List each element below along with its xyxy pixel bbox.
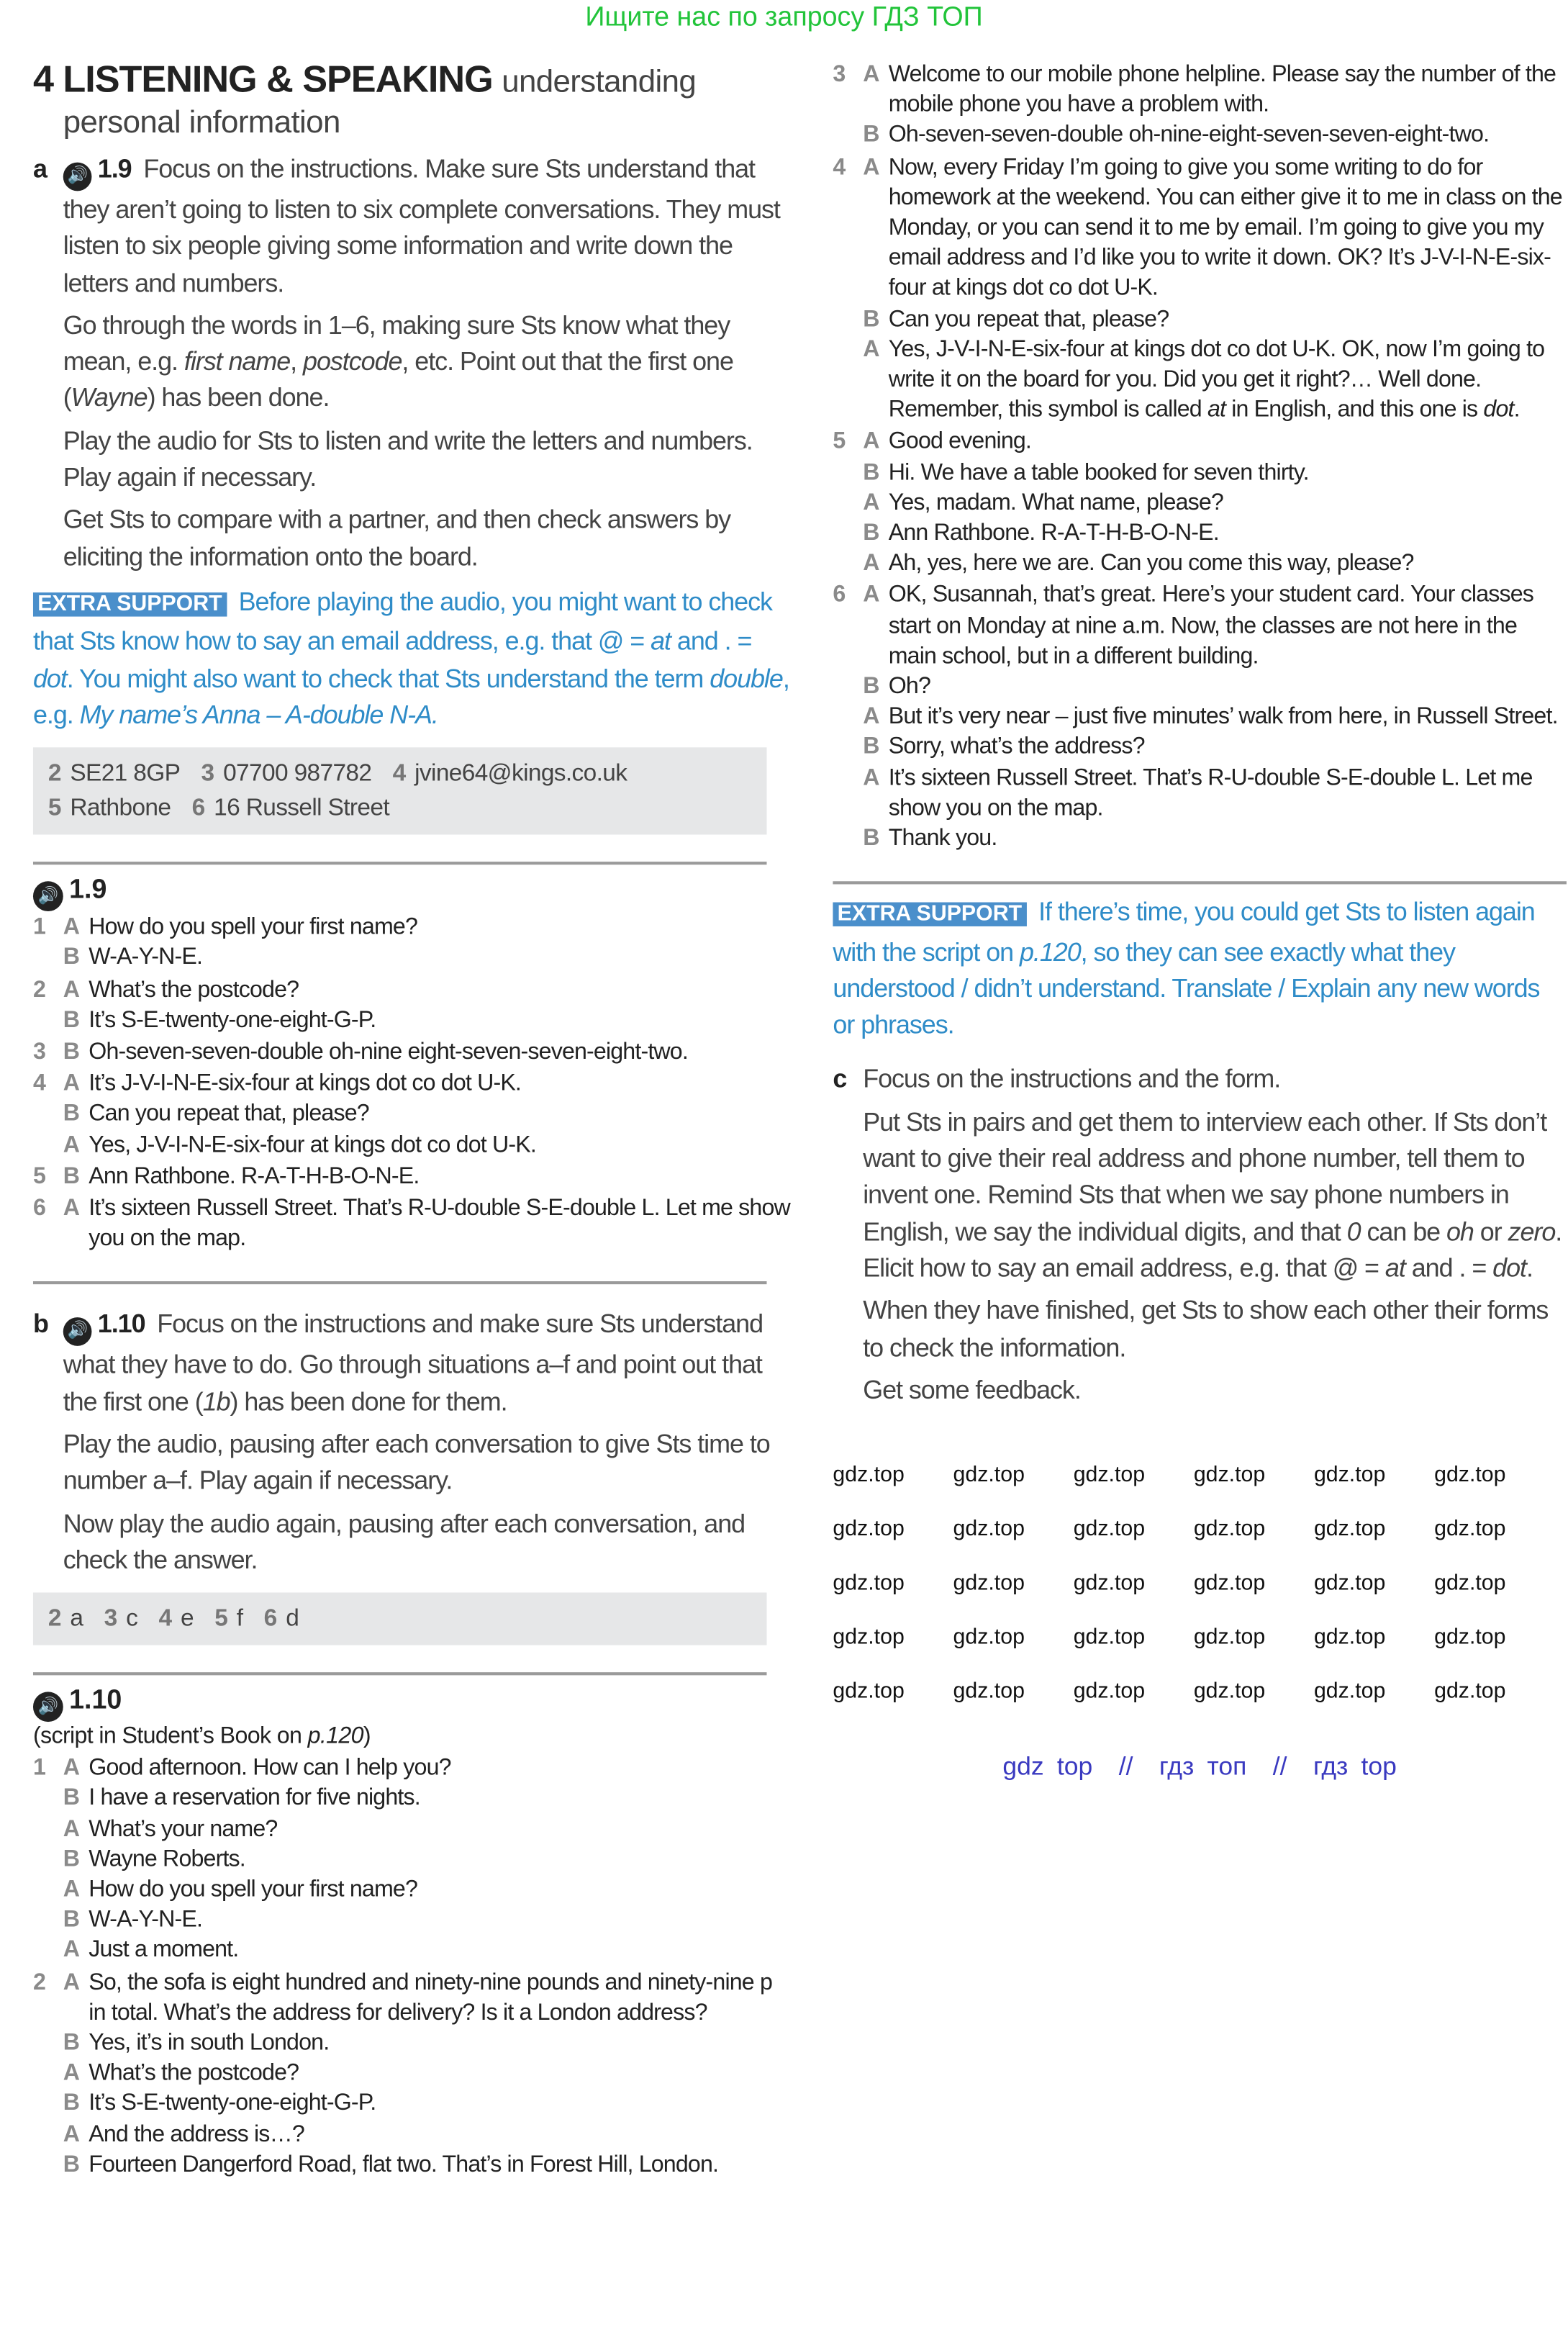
exercise-label: c <box>833 1064 847 1094</box>
section-b-intro <box>33 1306 792 1419</box>
conversation-number <box>833 703 863 733</box>
script-note <box>33 1722 792 1752</box>
line-text: Yes, J-V-I-N-E-six-four at kings dot co dot U-K. <box>89 1132 536 1157</box>
text-segment: Focus on the instructions and make sure Sts understand what they have to do. Go through situations a–f and point out that the first one ( <box>63 1309 763 1417</box>
extra-support-tag: EXTRA SUPPORT <box>833 903 1026 926</box>
extra-support-note <box>33 584 792 733</box>
answer-value: jvine64@kings.co.uk <box>414 761 627 787</box>
dialogue-line <box>833 121 1567 151</box>
watermark: gdz.top <box>1434 1571 1506 1596</box>
answer-value: d <box>286 1606 299 1633</box>
section-a-para <box>33 423 792 496</box>
divider <box>33 1673 767 1676</box>
line-text: W-A-Y-N-E. <box>89 944 203 971</box>
line-text: How do you spell your first name? <box>89 1877 418 1902</box>
answer-value: e <box>180 1606 194 1633</box>
text-segment: Before playing the audio, you might want to check that Sts know how to say an email address, e.g. that @ = <box>32 586 772 656</box>
line-text: It’s sixteen Russell Street. That’s R-U-double S-E-double L. Let me show you on the map. <box>89 1195 790 1252</box>
italic-text: p.120 <box>307 1723 363 1750</box>
italic-text: first name <box>183 346 291 376</box>
italic-text: dot <box>1483 397 1514 423</box>
text-segment: . Elicit how to say an email address, e.g. that @ = <box>863 1216 1562 1283</box>
script-1-10 <box>33 1681 792 2180</box>
conversation-number <box>33 2090 63 2120</box>
script-title: 🔊 1.9 <box>33 871 792 911</box>
title-text: 4 LISTENING & SPEAKING <box>32 58 493 101</box>
dialogue-line <box>33 944 792 974</box>
line-text <box>889 335 1567 427</box>
watermark: gdz.top <box>833 1625 905 1651</box>
text-segment: (script in Student’s Book on <box>32 1723 308 1750</box>
dialogue <box>833 60 1567 855</box>
line-text: Just a moment. <box>89 1937 239 1964</box>
left-column <box>33 57 792 2180</box>
speaker-label: A <box>863 764 879 791</box>
speaker-label: B <box>63 2030 80 2056</box>
dialogue-line <box>833 581 1567 672</box>
section-a-para <box>33 501 792 574</box>
dialogue-line <box>33 2090 792 2120</box>
italic-text: 1b <box>202 1386 230 1417</box>
italic-text: zero <box>1508 1216 1556 1247</box>
conversation-number <box>33 1905 63 1936</box>
italic-text: dot <box>1492 1252 1526 1283</box>
line-text: But it’s very near – just five minutes’ walk from here, in Russell Street. <box>888 704 1558 730</box>
watermark: gdz.top <box>1073 1571 1146 1596</box>
conversation-number: 4 <box>32 1070 46 1097</box>
speaker-label: A <box>63 1815 80 1842</box>
answer-value: c <box>126 1606 138 1633</box>
line-text: OK, Susannah, that’s great. Here’s your student card. Your classes start on Monday at nine a.m. Now, the classes are not here in the main school, but in a different building. <box>888 582 1534 669</box>
conversation-number <box>33 944 63 974</box>
line-text: Can you repeat that, please? <box>89 1101 369 1127</box>
line-text: Oh? <box>888 674 930 700</box>
conversation-number <box>833 489 863 519</box>
speaker-label: B <box>63 1907 80 1933</box>
italic-text: at <box>1385 1252 1405 1283</box>
text-segment: , <box>290 346 304 376</box>
footer-links[interactable]: gdz top // гдз топ // гдз top <box>1002 1752 1397 1781</box>
speaker-label: B <box>63 1007 80 1033</box>
conversation-number <box>833 549 863 579</box>
line-text: I have a reservation for five nights. <box>89 1785 420 1812</box>
text-segment: Get some feedback. <box>863 1374 1081 1404</box>
section-b-para <box>33 1504 792 1578</box>
conversation-number <box>833 733 863 763</box>
conversation-number: 3 <box>32 1039 46 1065</box>
text-segment: Now play the audio again, pausing after each conversation, and check the answer. <box>63 1507 746 1575</box>
line-text: What’s your name? <box>89 1815 278 1842</box>
track-number: 1.9 <box>97 153 132 184</box>
speaker-icon[interactable]: 🔊 <box>63 163 92 191</box>
conversation-number <box>33 1784 63 1815</box>
conversation-number <box>833 824 863 854</box>
dialogue-line <box>33 1753 792 1784</box>
watermark: gdz.top <box>1073 1517 1146 1542</box>
dialogue-line <box>33 1130 792 1160</box>
watermark: gdz.top <box>1434 1463 1506 1488</box>
right-column <box>833 58 1567 1784</box>
dialogue-line <box>833 60 1567 121</box>
watermark: gdz.top <box>1193 1571 1266 1596</box>
watermark: gdz.top <box>1313 1679 1386 1704</box>
text-segment: . You might also want to check that Sts understand the term <box>66 662 710 693</box>
italic-text: at <box>651 626 671 656</box>
script-1-9 <box>33 871 792 1255</box>
text-segment: , e.g. <box>32 662 789 729</box>
exercise-label: b <box>32 1309 48 1340</box>
line-text: Oh-seven-seven-double oh-nine eight-seven-seven-eight-two. <box>89 1039 688 1065</box>
answer-value: SE21 8GP <box>70 761 181 787</box>
speaker-label: A <box>63 1755 80 1781</box>
speaker-label: A <box>863 582 879 608</box>
dialogue-line <box>833 335 1567 427</box>
watermark: gdz.top <box>1073 1463 1146 1488</box>
line-text: So, the sofa is eight hundred and ninety-nine pounds and ninety-nine p in total. What’s the address for delivery? Is it a London address? <box>89 1969 773 2026</box>
speaker-label: A <box>863 551 879 577</box>
watermark: gdz.top <box>1193 1463 1266 1488</box>
speaker-label: B <box>63 1785 80 1812</box>
text-segment: Play the audio for Sts to listen and write the letters and numbers. Play again if necessary. <box>63 425 753 492</box>
section-c-para <box>833 1371 1567 1408</box>
track-number: 1.10 <box>97 1309 145 1340</box>
text-segment: , so they can see exactly what they understood / didn’t understand. Translate / Explain any new words or phrases. <box>833 936 1540 1039</box>
answer-value: 16 Russell Street <box>214 795 390 822</box>
watermark: gdz.top <box>953 1571 1025 1596</box>
speaker-label: B <box>863 306 879 332</box>
conversation-number <box>33 1815 63 1845</box>
speaker-label: A <box>63 1070 80 1097</box>
speaker-label: B <box>63 1039 80 1065</box>
speaker-label: A <box>63 2121 80 2147</box>
conversation-number <box>33 1936 63 1966</box>
line-text: Sorry, what’s the address? <box>888 734 1145 761</box>
watermark: gdz.top <box>953 1463 1025 1488</box>
conversation-number <box>33 2059 63 2090</box>
text-segment: Get Sts to compare with a partner, and then check answers by eliciting the information onto the board. <box>63 504 731 572</box>
speaker-icon[interactable]: 🔊 <box>33 1692 63 1722</box>
italic-text: at <box>1207 397 1226 423</box>
speaker-label: B <box>63 2151 80 2177</box>
watermark: gdz.top <box>1073 1625 1146 1651</box>
text-segment: or <box>1473 1216 1508 1247</box>
dialogue-line <box>33 2120 792 2150</box>
conversation-number: 1 <box>32 914 46 941</box>
line-text: Good afternoon. How can I help you? <box>89 1755 451 1781</box>
dialogue-line <box>33 1070 792 1100</box>
line-text: Good evening. <box>888 429 1032 455</box>
watermark: gdz.top <box>1313 1463 1386 1488</box>
dialogue-line <box>33 2150 792 2180</box>
speaker-label: A <box>63 1877 80 1902</box>
dialogue <box>33 1753 792 2180</box>
text-segment: in English, and this one is <box>1225 397 1484 423</box>
subtitle-text: understanding <box>502 64 697 99</box>
italic-text: dot <box>32 662 67 693</box>
dialogue-line <box>33 1194 792 1255</box>
watermark: gdz.top <box>1313 1625 1386 1651</box>
conversation-number <box>833 519 863 549</box>
dialogue-line <box>33 1845 792 1875</box>
dialogue-line <box>33 913 792 943</box>
divider <box>33 1282 767 1285</box>
conversation-number <box>833 335 863 427</box>
watermark: gdz.top <box>1313 1571 1386 1596</box>
line-text: How do you spell your first name? <box>89 914 418 941</box>
line-text: And the address is…? <box>89 2121 304 2147</box>
text-segment: and . = <box>1405 1252 1493 1283</box>
text-segment: . <box>1513 397 1520 423</box>
dialogue-line <box>33 1875 792 1905</box>
text-segment: . <box>1526 1252 1533 1283</box>
watermark: gdz.top <box>953 1625 1025 1651</box>
text-segment: Yes, J-V-I-N-E-six-four at kings dot co dot U-K. OK, now I’m going to write it on the board for you. Did you get it right?… Well done. Remember, this symbol is called <box>888 336 1545 423</box>
conversation-number <box>833 304 863 335</box>
text-segment: Play the audio, pausing after each conversation to give Sts time to number a–f. Play again if necessary. <box>63 1428 770 1496</box>
conversation-number: 1 <box>32 1755 46 1781</box>
dialogue-line <box>33 1968 792 2028</box>
dialogue-line <box>833 153 1567 304</box>
text-segment: , etc. Point out that the first one ( <box>63 346 733 413</box>
section-a <box>33 150 792 733</box>
text-segment: Focus on the instructions and the form. <box>863 1064 1281 1094</box>
line-text: Can you repeat that, please? <box>888 306 1169 332</box>
section-c-para <box>833 1292 1567 1365</box>
speaker-label: B <box>863 520 879 546</box>
dialogue-line <box>833 428 1567 458</box>
conversation-number: 6 <box>833 582 846 608</box>
text-segment: If there’s time, you could get Sts to listen again with the script on <box>833 896 1535 967</box>
speaker-label: B <box>863 734 879 761</box>
exercise-label: a <box>32 153 47 184</box>
speaker-icon[interactable]: 🔊 <box>63 1318 92 1347</box>
dialogue-line <box>33 2059 792 2090</box>
answer-value: f <box>236 1606 243 1633</box>
dialogue-line <box>33 1936 792 1966</box>
search-banner[interactable]: Ищите нас по запросу ГДЗ ТОП <box>585 1 983 32</box>
speaker-label: B <box>863 122 879 148</box>
answer-value: a <box>70 1606 83 1633</box>
speaker-icon[interactable]: 🔊 <box>33 882 63 912</box>
speaker-label: A <box>63 2060 80 2087</box>
watermark: gdz.top <box>833 1517 905 1542</box>
dialogue-line <box>33 1905 792 1936</box>
watermark: gdz.top <box>1434 1679 1506 1704</box>
conversation-number: 2 <box>32 977 46 1003</box>
answer-box-b: 2 a 3 c 4 e 5 f 6 d <box>33 1593 767 1645</box>
dialogue-line <box>33 1815 792 1845</box>
watermark: gdz.top <box>1193 1517 1266 1542</box>
watermark: gdz.top <box>1313 1517 1386 1542</box>
line-text: Fourteen Dangerford Road, flat two. That’s in Forest Hill, London. <box>89 2151 719 2177</box>
speaker-label: B <box>863 826 879 852</box>
page-title <box>33 57 792 141</box>
dialogue-line <box>833 304 1567 335</box>
text-segment: and . = <box>670 626 752 656</box>
italic-text: My name’s Anna – A-double N-A. <box>79 699 438 729</box>
line-text: Hi. We have a table booked for seven thirty. <box>888 459 1309 486</box>
conversation-number <box>33 1845 63 1875</box>
speaker-label: B <box>863 459 879 486</box>
watermark: gdz.top <box>1193 1679 1266 1704</box>
speaker-label: B <box>63 2090 80 2117</box>
dialogue-line <box>33 975 792 1006</box>
italic-text: 0 <box>1346 1216 1361 1247</box>
conversation-number: 4 <box>833 154 846 180</box>
line-text: W-A-Y-N-E. <box>89 1907 203 1933</box>
watermark: gdz.top <box>1434 1625 1506 1651</box>
watermark: gdz.top <box>953 1679 1025 1704</box>
dialogue-line <box>833 703 1567 733</box>
dialogue-line <box>833 489 1567 519</box>
speaker-label: A <box>863 61 879 88</box>
line-text: Ann Rathbone. R-A-T-H-B-O-N-E. <box>89 1163 420 1190</box>
conversation-number: 5 <box>833 429 846 455</box>
text-segment: Put Sts in pairs and get them to interview each other. If Sts don’t want to give their real address and phone number, tell them to invent one. Remind Sts that when we say phone numbers in English, we say the individual digits, and that <box>863 1106 1547 1247</box>
italic-text: oh <box>1446 1216 1474 1247</box>
speaker-label: A <box>63 1969 80 1995</box>
conversation-number: 2 <box>32 1969 46 1995</box>
dialogue-line <box>33 1784 792 1815</box>
watermark-area <box>833 1462 1567 1705</box>
extra-support-tag: EXTRA SUPPORT <box>33 592 227 616</box>
text-segment: ) has been done. <box>147 382 330 413</box>
speaker-label: B <box>63 1846 80 1872</box>
dialogue-line <box>833 824 1567 854</box>
text-segment: ) has been done for them. <box>230 1386 507 1417</box>
dialogue-line <box>33 1162 792 1192</box>
line-text: Yes, it’s in south London. <box>89 2030 330 2056</box>
dialogue-line <box>833 733 1567 763</box>
script-title: 🔊 1.10 <box>33 1681 792 1722</box>
line-text: It’s J-V-I-N-E-six-four at kings dot co dot U-K. <box>89 1070 522 1097</box>
speaker-label: A <box>63 1195 80 1222</box>
conversation-number: 6 <box>32 1195 46 1222</box>
watermark: gdz.top <box>1073 1679 1146 1704</box>
watermark: gdz.top <box>1434 1517 1506 1542</box>
section-a-intro <box>33 150 792 301</box>
line-text: Ah, yes, here we are. Can you come this way, please? <box>888 551 1414 577</box>
speaker-label: A <box>63 977 80 1003</box>
dialogue <box>33 913 792 1255</box>
speaker-label: A <box>63 1937 80 1964</box>
conversation-number <box>33 1006 63 1036</box>
speaker-label: B <box>63 1101 80 1127</box>
dialogue-line <box>833 458 1567 488</box>
speaker-label: A <box>863 489 879 516</box>
section-b <box>33 1306 792 1578</box>
section-b-para <box>33 1426 792 1499</box>
text-segment: can be <box>1360 1216 1447 1247</box>
conversation-number <box>833 764 863 824</box>
text-segment: Go through the words in 1–6, making sure Sts know what they mean, e.g. <box>63 310 730 376</box>
italic-text: Wayne <box>71 382 148 413</box>
section-c-para <box>833 1103 1567 1286</box>
answer-box-a: 2 SE21 8GP 3 07700 987782 4 jvine64@kings.co.uk 5 Rathbone 6 16 Russell Street <box>33 748 767 835</box>
line-text: Thank you. <box>888 826 997 852</box>
italic-text: p.120 <box>1019 936 1081 967</box>
dialogue-line <box>33 1006 792 1036</box>
speaker-label: B <box>863 674 879 700</box>
speaker-label: A <box>63 914 80 941</box>
conversation-number <box>833 458 863 488</box>
italic-text: double <box>710 662 783 693</box>
italic-text: postcode <box>303 346 402 376</box>
conversation-number <box>33 2028 63 2059</box>
dialogue-line <box>833 672 1567 703</box>
conversation-number <box>833 121 863 151</box>
answer-value: Rathbone <box>70 795 171 822</box>
section-c <box>833 1061 1567 1408</box>
text-segment: Focus on the instructions. Make sure Sts understand that they aren’t going to listen to six complete conversations. They must listen to six people giving some information and write down the letters and numbers. <box>63 153 780 297</box>
speaker-label: A <box>63 1132 80 1157</box>
dialogue-line <box>833 549 1567 579</box>
text-segment: ) <box>363 1723 371 1750</box>
line-text: It’s S-E-twenty-one-eight-G-P. <box>89 1007 376 1033</box>
conversation-number <box>833 672 863 703</box>
text-segment: When they have finished, get Sts to show each other their forms to check the information. <box>863 1295 1549 1362</box>
watermark: gdz.top <box>1193 1625 1266 1651</box>
section-c-intro <box>833 1061 1567 1098</box>
speaker-label: A <box>863 336 879 363</box>
section-a-para <box>33 307 792 416</box>
line-text: Wayne Roberts. <box>89 1846 245 1872</box>
conversation-number: 5 <box>32 1163 46 1190</box>
line-text: What’s the postcode? <box>89 977 299 1003</box>
line-text: Now, every Friday I’m going to give you some writing to do for homework at the weekend. You can either give it to me in class on the Monday, or you can send it to me by email. I’m going to give you my email address and I’d like you to write it down. OK? It’s J-V-I-N-E-six-four at kings dot co dot U-K. <box>888 154 1562 302</box>
watermark: gdz.top <box>833 1679 905 1704</box>
conversation-number <box>33 2150 63 2180</box>
line-text: Oh-seven-seven-double oh-nine-eight-seven-seven-eight-two. <box>888 122 1490 148</box>
speaker-label: A <box>863 429 879 455</box>
speaker-label: B <box>63 944 80 971</box>
dialogue-line <box>33 1037 792 1067</box>
line-text: Yes, madam. What name, please? <box>888 489 1223 516</box>
line-text: It’s S-E-twenty-one-eight-G-P. <box>89 2090 376 2117</box>
dialogue-line <box>33 1100 792 1130</box>
divider <box>33 862 767 864</box>
dialogue-line <box>833 519 1567 549</box>
line-text: Ann Rathbone. R-A-T-H-B-O-N-E. <box>888 520 1219 546</box>
speaker-label: A <box>863 154 879 180</box>
line-text: Welcome to our mobile phone helpline. Please say the number of the mobile phone you have a problem with. <box>888 61 1556 118</box>
line-text: It’s sixteen Russell Street. That’s R-U-double S-E-double L. Let me show you on the map. <box>888 764 1533 821</box>
speaker-label: B <box>63 1163 80 1190</box>
conversation-number <box>33 1875 63 1905</box>
line-text: What’s the postcode? <box>89 2060 299 2087</box>
divider <box>833 882 1567 885</box>
conversation-number <box>33 1100 63 1130</box>
conversation-number <box>33 1130 63 1160</box>
extra-support-note <box>833 894 1567 1043</box>
dialogue-line <box>833 764 1567 824</box>
dialogue-line <box>33 2028 792 2059</box>
answer-value: 07700 987782 <box>223 761 372 787</box>
speaker-label: A <box>863 704 879 730</box>
conversation-number <box>33 2120 63 2150</box>
watermark: gdz.top <box>833 1463 905 1488</box>
conversation-number: 3 <box>833 61 846 88</box>
subtitle-text-2: personal information <box>63 105 340 140</box>
watermark: gdz.top <box>833 1571 905 1596</box>
watermark: gdz.top <box>953 1517 1025 1542</box>
